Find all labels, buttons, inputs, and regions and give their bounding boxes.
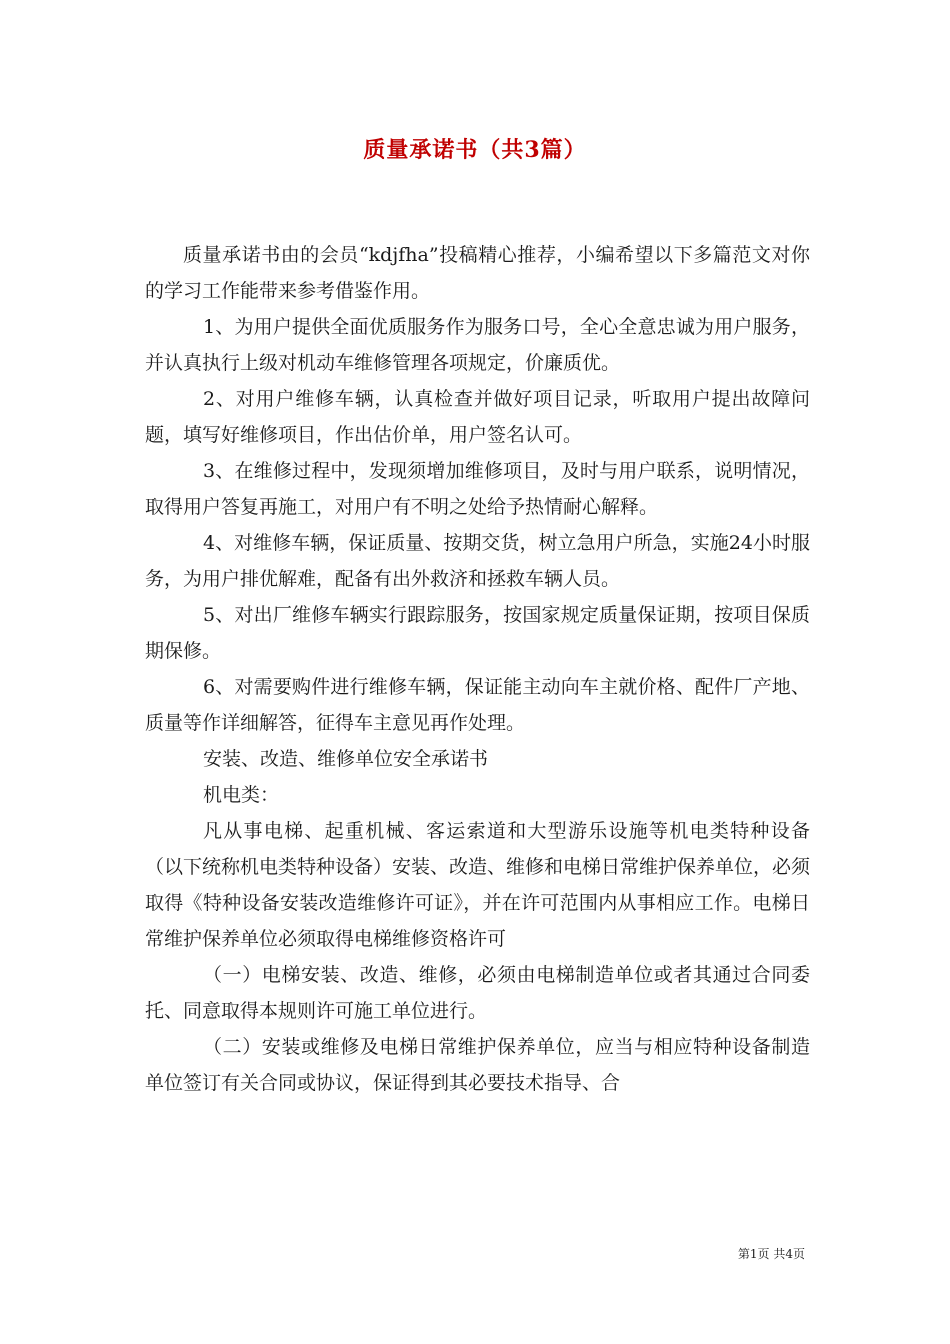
document-title: 质量承诺书（共3篇） bbox=[363, 137, 587, 163]
intro-paragraph: 质量承诺书由的会员“kdjfha”投稿精心推荐，小编希望以下多篇范文对你的学习工作能带来参考借鉴作用。 bbox=[145, 244, 810, 302]
paragraph-item-5: 5、对出厂维修车辆实行跟踪服务，按国家规定质量保证期，按项目保质期保修。 bbox=[145, 604, 810, 662]
document-body bbox=[145, 237, 810, 1101]
paragraph-item-2: 2、对用户维修车辆，认真检查并做好项目记录，听取用户提出故障问题，填写好维修项目，作出估价单，用户签名认可。 bbox=[145, 388, 810, 446]
paragraph-item-6: 6、对需要购件进行维修车辆，保证能主动向车主就价格、配件厂产地、质量等作详细解答，征得车主意见再作处理。 bbox=[145, 676, 810, 734]
paragraph-mechanical: 凡从事电梯、起重机械、客运索道和大型游乐设施等机电类特种设备（以下统称机电类特种设备）安装、改造、维修和电梯日常维护保养单位，必须取得《特种设备安装改造维修许可证》，并在许可范围内从事相应工作。电梯日常维护保养单位必须取得电梯维修资格许可 bbox=[145, 820, 811, 950]
paragraph-item-1: 1、为用户提供全面优质服务作为服务口号，全心全意忠诚为用户服务，并认真执行上级对机动车维修管理各项规定，价廉质优。 bbox=[145, 316, 810, 374]
paragraph-clause-2: （二）安装或维修及电梯日常维护保养单位，应当与相应特种设备制造单位签订有关合同或协议，保证得到其必要技术指导、合 bbox=[145, 1036, 810, 1094]
paragraph-item-4: 4、对维修车辆，保证质量、按期交货，树立急用户所急，实施24小时服务，为用户排优解难，配备有出外救济和拯救车辆人员。 bbox=[145, 532, 810, 590]
section-heading: 安装、改造、维修单位安全承诺书 bbox=[203, 748, 489, 770]
paragraph-clause-1: （一）电梯安装、改造、维修，必须由电梯制造单位或者其通过合同委托、同意取得本规则许可施工单位进行。 bbox=[145, 964, 810, 1022]
subsection-heading: 机电类： bbox=[203, 784, 280, 806]
page-number: 第1页 共4页 bbox=[737, 1247, 805, 1261]
paragraph-item-3: 3、在维修过程中，发现须增加维修项目，及时与用户联系，说明情况，取得用户答复再施工，对用户有不明之处给予热情耐心解释。 bbox=[145, 460, 810, 518]
